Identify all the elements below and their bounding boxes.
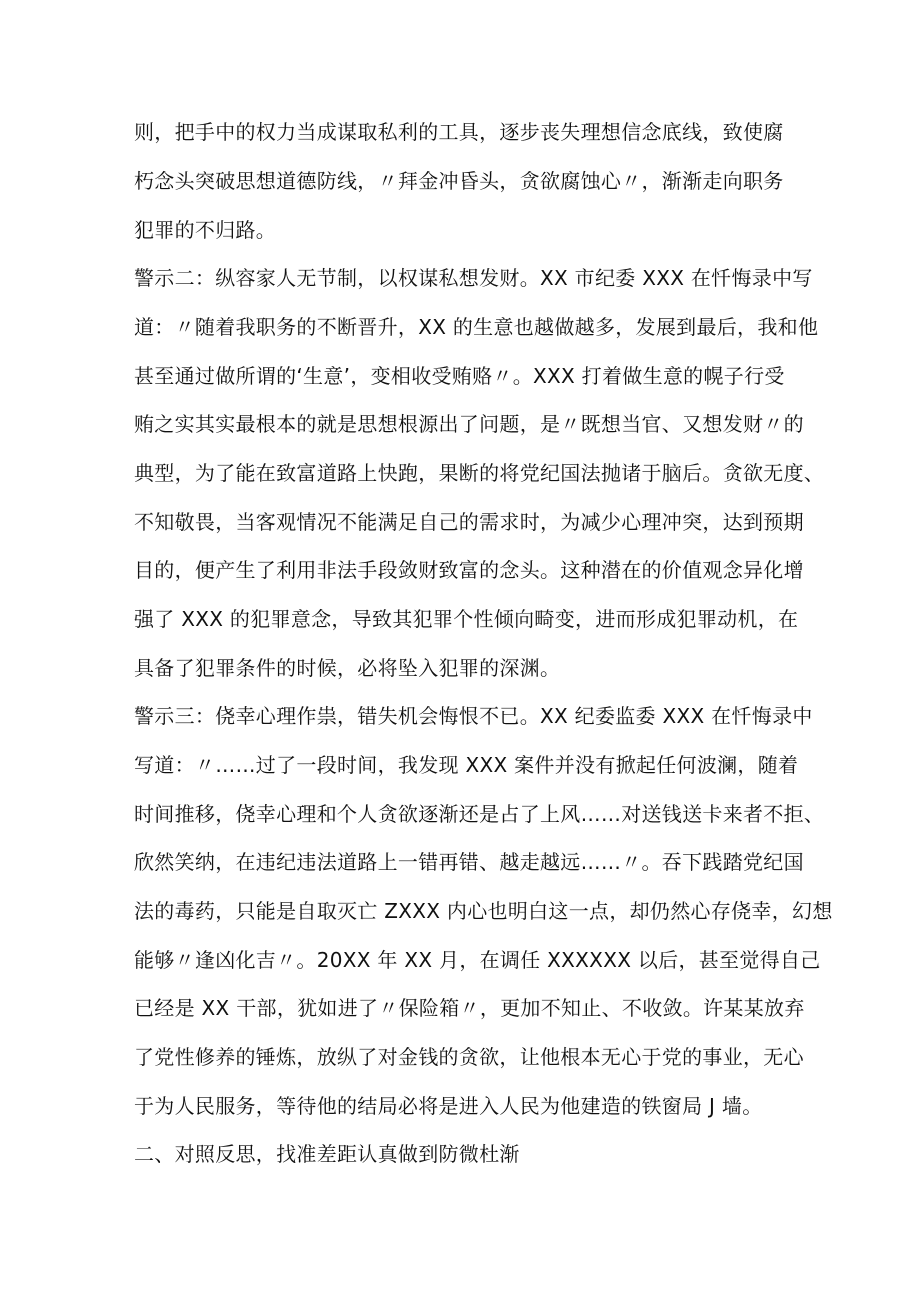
text-line: 于为人民服务，等待他的结局必将是进入人民为他建造的铁窗局 J 墙。 bbox=[134, 1094, 763, 1118]
text-line: 典型，为了能在致富道路上快跑，果断的将党纪国法抛诸于脑后。贪欲无度、 bbox=[134, 461, 825, 485]
text-line: 道：〃随着我职务的不断晋升，XX 的生意也越做越多，发展到最后，我和他 bbox=[134, 315, 819, 339]
text-line: 不知敬畏，当客观情况不能满足自己的需求时，为减少心理冲突，达到预期 bbox=[134, 510, 804, 534]
text-line: 目的，便产生了利用非法手段敛财致富的念头。这种潜在的价值观念异化增 bbox=[134, 558, 804, 582]
text-line: 具备了犯罪条件的时候，必将坠入犯罪的深渊。 bbox=[134, 656, 561, 680]
text-line: 甚至通过做所谓的‘生意’，变相收受贿赂〃。XXX 打着做生意的幌子行受 bbox=[134, 364, 785, 388]
section-heading: 二、对照反思，找准差距认真做到防微杜渐 bbox=[134, 1142, 520, 1166]
text-line: 朽念头突破思想道德防线，〃拜金冲昏头，贪欲腐蚀心〃，渐渐走向职务 bbox=[134, 169, 784, 193]
text-line: 已经是 XX 干部，犹如进了〃保险箱〃，更加不知止、不收敛。许某某放弃 bbox=[134, 996, 805, 1020]
text-line: 欣然笑纳，在违纪违法道路上一错再错、越走越远……〃。吞下践踏党纪国 bbox=[134, 850, 804, 874]
text-line: 时间推移，侥幸心理和个人贪欲逐渐还是占了上风……对送钱送卡来者不拒、 bbox=[134, 802, 825, 826]
text-line: 能够〃逢凶化吉〃。20XX 年 XX 月，在调任 XXXXXX 以后，甚至觉得自己 bbox=[134, 948, 821, 972]
text-line: 写道：〃……过了一段时间，我发现 XXX 案件并没有掀起任何波澜，随着 bbox=[134, 753, 799, 777]
text-line: 了党性修养的锤炼，放纵了对金钱的贪欲，让他根本无心于党的事业，无心 bbox=[134, 1045, 804, 1069]
text-line: 贿之实其实最根本的就是思想根源出了问题，是〃既想当官、又想发财〃的 bbox=[134, 412, 804, 436]
text-line: 强了 XXX 的犯罪意念，导致其犯罪个性倾向畸变，进而形成犯罪动机，在 bbox=[134, 607, 799, 631]
section-warning-three: 警示三：侥幸心理作祟，错失机会悔恨不已。XX 纪委监委 XXX 在忏悔录中 bbox=[134, 704, 813, 728]
text-line: 法的毒药，只能是自取灭亡 ZXXX 内心也明白这一点，却仍然心存侥幸，幻想 bbox=[134, 899, 833, 923]
text-line: 犯罪的不归路。 bbox=[134, 218, 277, 242]
section-warning-two: 警示二：纵容家人无节制，以权谋私想发财。XX 市纪委 XXX 在忏悔录中写 bbox=[134, 266, 813, 290]
text-line: 则，把手中的权力当成谋取私利的工具，逐步丧失理想信念底线，致使腐 bbox=[134, 120, 784, 144]
